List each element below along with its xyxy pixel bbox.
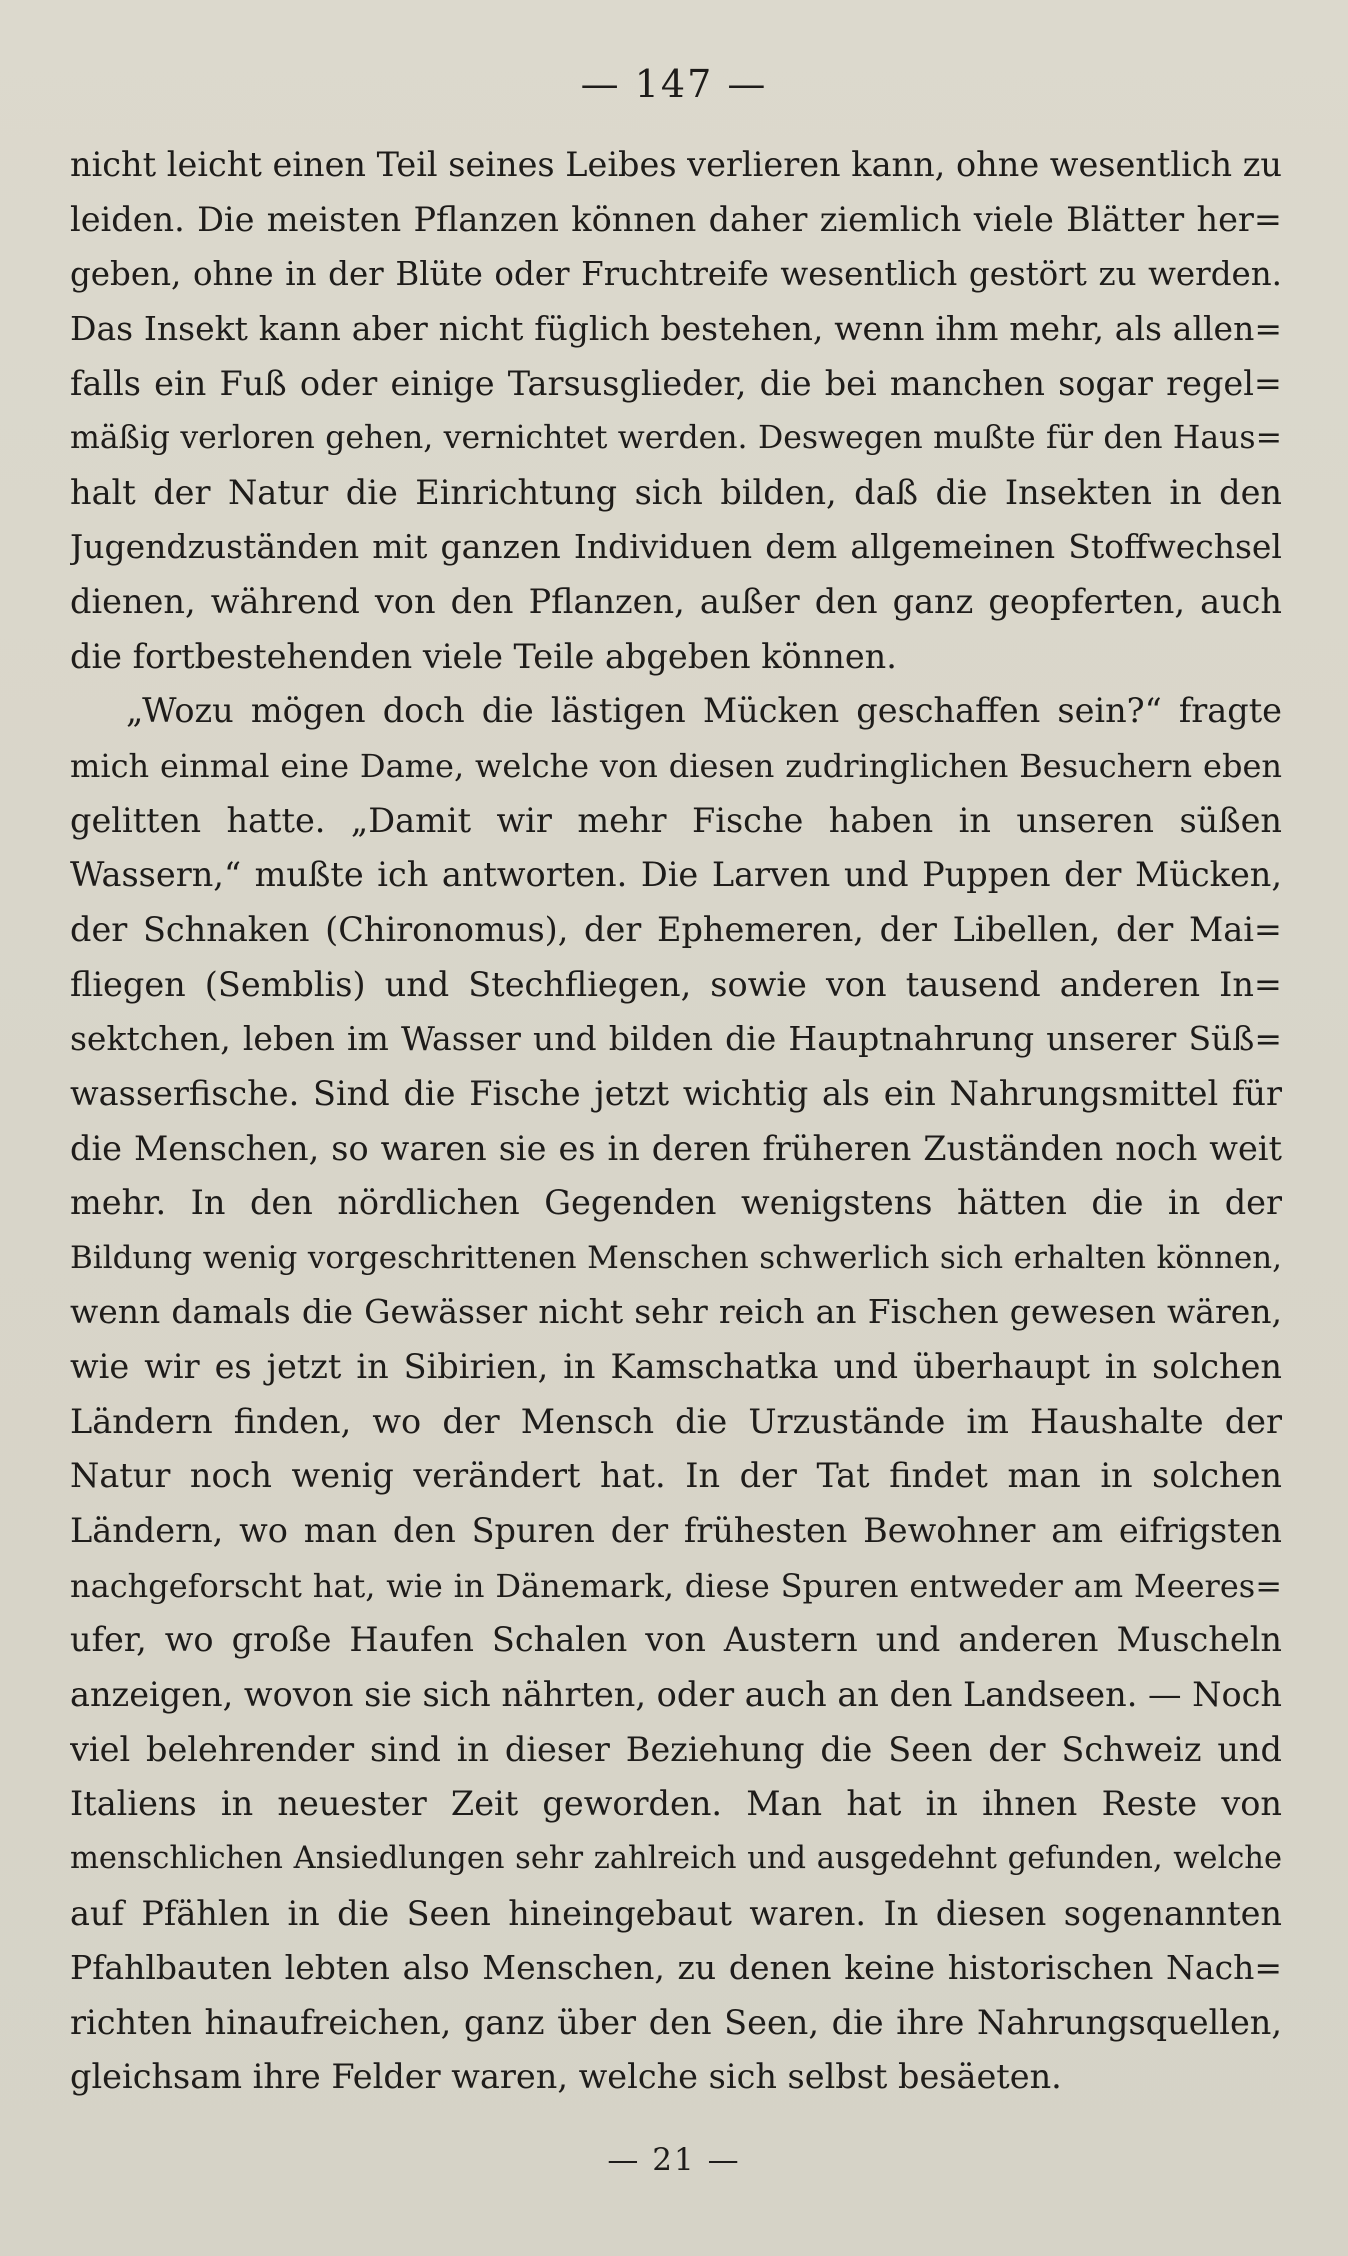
text-line: die fortbestehenden viele Teile abgeben können. (70, 636, 897, 676)
text-line: halt der Natur die Einrichtung sich bilden, daß die Insekten in den (70, 472, 1282, 512)
text-line: wenn damals die Gewässer nicht sehr reich an Fischen gewesen wären, (70, 1292, 1282, 1332)
text-line: menschlichen Ansiedlungen sehr zahlreich und ausgedehnt gefunden, welche (70, 1840, 1282, 1876)
text-line: anzeigen, wovon sie sich nährten, oder auch an den Landseen. — Noch (70, 1674, 1282, 1714)
text-line: falls ein Fuß oder einige Tarsusglieder, die bei manchen sogar regel= (70, 363, 1282, 403)
text-line: geben, ohne in der Blüte oder Fruchtreife wesentlich gestört zu werden. (70, 255, 1282, 294)
page-number: — 147 — (580, 62, 768, 106)
body-text (70, 138, 1282, 2105)
text-line: gleichsam ihre Felder waren, welche sich selbst besäeten. (70, 2057, 1062, 2097)
text-line: Italiens in neuester Zeit geworden. Man hat in ihnen Reste von (70, 1784, 1282, 1824)
text-line: viel belehrender sind in dieser Beziehung die Seen der Schweiz und (70, 1729, 1282, 1769)
text-line: Wassern,“ mußte ich antworten. Die Larven und Puppen der Mücken, (70, 855, 1282, 895)
text-line: der Schnaken (Chironomus), der Ephemeren, der Libellen, der Mai= (70, 909, 1282, 949)
text-line: Natur noch wenig verändert hat. In der Tat findet man in solchen (70, 1456, 1282, 1496)
paragraph (70, 138, 1282, 684)
text-line: fliegen (Semblis) und Stechfliegen, sowie von tausend anderen In= (70, 964, 1282, 1004)
text-line: Bildung wenig vorgeschrittenen Menschen schwerlich sich erhalten können, (70, 1239, 1282, 1276)
text-line: ufer, wo große Haufen Schalen von Austern und anderen Muscheln (70, 1620, 1282, 1660)
text-line: die Menschen, so waren sie es in deren früheren Zuständen noch weit (70, 1128, 1282, 1168)
text-line: gelitten hatte. „Damit wir mehr Fische haben in unseren süßen (70, 800, 1282, 840)
text-line: Pfahlbauten lebten also Menschen, zu denen keine historischen Nach= (70, 1948, 1282, 1988)
paragraph (70, 684, 1282, 2105)
text-line: leiden. Die meisten Pflanzen können daher ziemlich viele Blätter her= (70, 199, 1282, 239)
text-line: mäßig verloren gehen, vernichtet werden. Deswegen mußte für den Haus= (70, 420, 1282, 457)
signature-mark: — 21 — (607, 2142, 741, 2178)
text-line: wasserfische. Sind die Fische jetzt wichtig als ein Nahrungsmittel für (70, 1073, 1282, 1113)
text-line: richten hinaufreichen, ganz über den Seen, die ihre Nahrungsquellen, (70, 2002, 1282, 2042)
text-line: auf Pfählen in die Seen hineingebaut waren. In diesen sogenannten (70, 1893, 1282, 1933)
text-line: Das Insekt kann aber nicht füglich bestehen, wenn ihm mehr, als allen= (70, 308, 1282, 348)
text-line: mich einmal eine Dame, welche von diesen zudringlichen Besuchern eben (70, 747, 1282, 786)
text-line: nicht leicht einen Teil seines Leibes verlieren kann, ohne wesentlich zu (70, 145, 1282, 184)
text-line: „Wozu mögen doch die lästigen Mücken geschaffen sein?“ fragte (126, 691, 1282, 731)
text-line: wie wir es jetzt in Sibirien, in Kamschatka und überhaupt in solchen (70, 1347, 1282, 1387)
text-line: nachgeforscht hat, wie in Dänemark, diese Spuren entweder am Meeres= (70, 1566, 1282, 1605)
text-line: Ländern finden, wo der Mensch die Urzustände im Haushalte der (70, 1401, 1282, 1441)
text-line: mehr. In den nördlichen Gegenden wenigstens hätten die in der (70, 1183, 1282, 1223)
text-line: sektchen, leben im Wasser und bilden die Hauptnahrung unserer Süß= (70, 1019, 1282, 1059)
text-line: dienen, während von den Pflanzen, außer den ganz geopferten, auch (70, 582, 1282, 622)
text-line: Jugendzuständen mit ganzen Individuen dem allgemeinen Stoffwechsel (70, 527, 1282, 567)
text-line: Ländern, wo man den Spuren der frühesten Bewohner am eifrigsten (70, 1511, 1282, 1551)
